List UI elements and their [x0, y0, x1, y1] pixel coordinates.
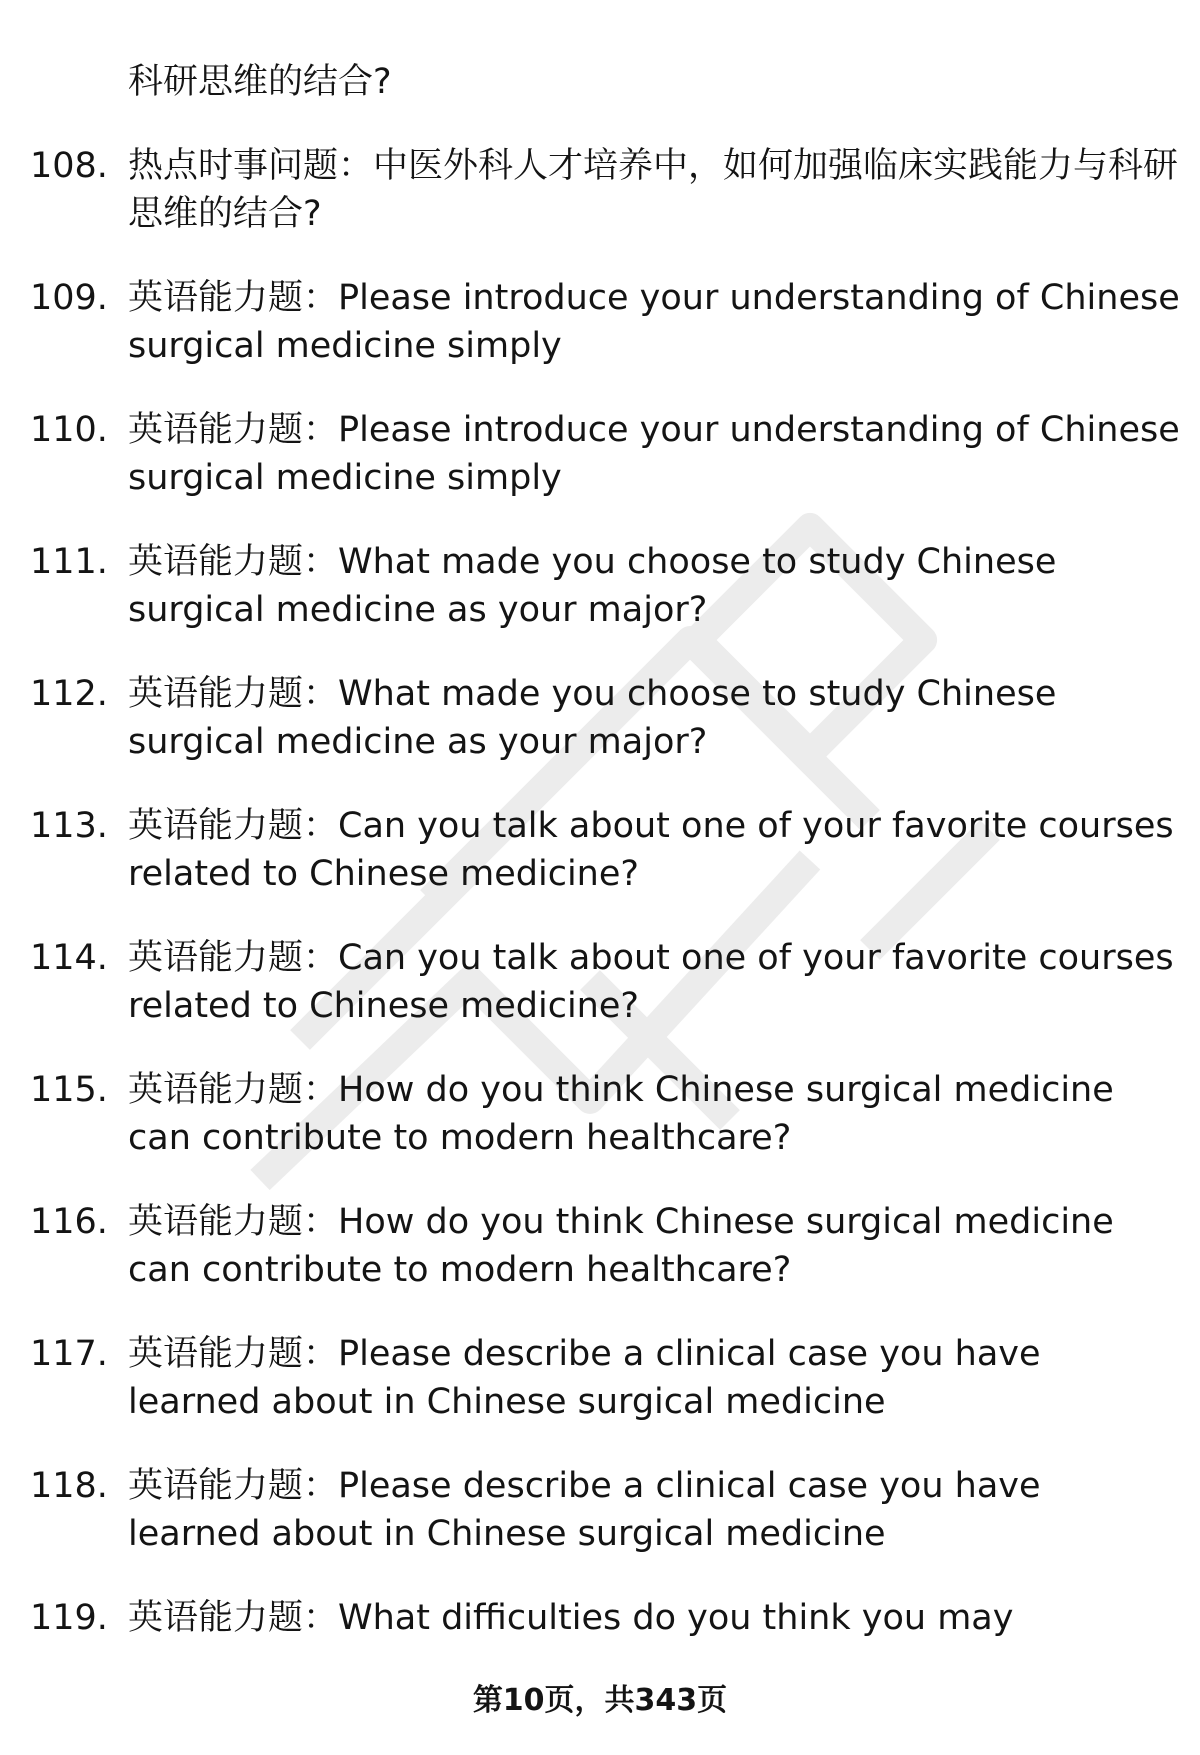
- item-text: 英语能力题：What difficulties do you think you may: [128, 1598, 1014, 1638]
- page-footer: 第10页，共343页: [472, 1683, 728, 1718]
- item-number: 113.: [30, 806, 108, 846]
- item-number: 108.: [30, 146, 108, 186]
- question-list: [30, 58, 1180, 1642]
- list-item: [30, 1594, 1180, 1642]
- list-item: [30, 1066, 1180, 1162]
- list-item: [30, 274, 1180, 370]
- list-item: [30, 406, 1180, 502]
- list-item: [30, 934, 1180, 1030]
- item-number: 111.: [30, 542, 108, 582]
- item-text: 英语能力题：Can you talk about one of your favorite courses related to Chinese medicine?: [128, 938, 1174, 1026]
- item-number: 115.: [30, 1070, 108, 1110]
- item-number: [30, 58, 128, 106]
- item-number: 116.: [30, 1202, 108, 1242]
- item-text: 英语能力题：Can you talk about one of your favorite courses related to Chinese medicine?: [128, 806, 1174, 894]
- list-item: [30, 1462, 1180, 1558]
- item-number: 114.: [30, 938, 108, 978]
- item-text: 热点时事问题：中医外科人才培养中，如何加强临床实践能力与科研思维的结合?: [128, 146, 1179, 234]
- list-item: [30, 802, 1180, 898]
- item-number: 117.: [30, 1334, 108, 1374]
- item-text: 科研思维的结合?: [128, 62, 392, 102]
- item-text: 英语能力题：Please introduce your understanding of Chinese surgical medicine simply: [128, 278, 1180, 366]
- list-item: [30, 58, 1180, 106]
- item-text: 英语能力题：What made you choose to study Chinese surgical medicine as your major?: [128, 542, 1057, 630]
- list-item: [30, 670, 1180, 766]
- item-number: 109.: [30, 278, 108, 318]
- item-text: 英语能力题：How do you think Chinese surgical medicine can contribute to modern healthcare?: [128, 1070, 1114, 1158]
- list-item: [30, 1198, 1180, 1294]
- list-item: [30, 142, 1180, 238]
- item-text: 英语能力题：Please introduce your understanding of Chinese surgical medicine simply: [128, 410, 1180, 498]
- item-number: 118.: [30, 1466, 108, 1506]
- list-item: [30, 1330, 1180, 1426]
- item-text: 英语能力题：Please describe a clinical case you have learned about in Chinese surgical medicine: [128, 1334, 1041, 1422]
- item-text: 英语能力题：What made you choose to study Chinese surgical medicine as your major?: [128, 674, 1057, 762]
- item-number: 119.: [30, 1598, 108, 1638]
- item-text: 英语能力题：How do you think Chinese surgical medicine can contribute to modern healthcare?: [128, 1202, 1114, 1290]
- item-text: 英语能力题：Please describe a clinical case you have learned about in Chinese surgical medicine: [128, 1466, 1041, 1554]
- list-item: [30, 538, 1180, 634]
- item-number: 110.: [30, 410, 108, 450]
- item-number: 112.: [30, 674, 108, 714]
